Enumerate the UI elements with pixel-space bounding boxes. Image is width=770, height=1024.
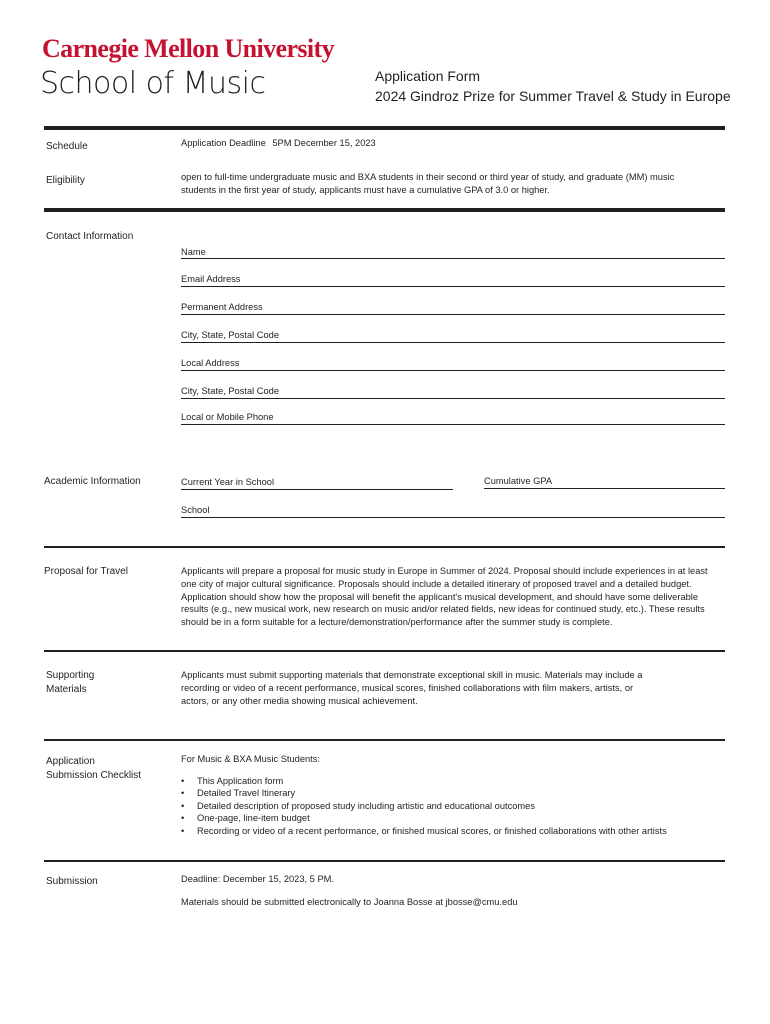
local-city-field[interactable]: City, State, Postal Code [181, 386, 280, 396]
supporting-text: Applicants must submit supporting materials that demonstrate exceptional skill in music. Materials may include a recording or video of a recent performance, musical scores, finished collaborations with film makers, artists, or actors, or any other media showing musical achievement. [181, 670, 643, 706]
academic-label: Academic Information [44, 476, 141, 487]
current-year-field[interactable]: Current Year in School [181, 477, 275, 487]
checklist-label-line2: Submission Checklist [46, 770, 142, 781]
checklist-heading: For Music & BXA Music Students: [181, 754, 320, 764]
email-field[interactable]: Email Address [181, 274, 241, 284]
gpa-field[interactable]: Cumulative GPA [484, 476, 553, 486]
name-line [181, 258, 725, 259]
phone-field[interactable]: Local or Mobile Phone [181, 412, 274, 422]
schedule-deadline [181, 138, 376, 148]
supporting-label [46, 669, 94, 697]
section-divider [44, 546, 725, 548]
school-line [181, 517, 725, 518]
permanent-city-field[interactable]: City, State, Postal Code [181, 330, 280, 340]
form-title: Application Form [375, 68, 481, 84]
checklist-item: • Detailed Travel Itinerary [181, 787, 667, 799]
checklist-list [181, 775, 667, 837]
university-logo: Carnegie Mellon University [42, 34, 335, 63]
supporting-label-line2: Materials [46, 684, 87, 695]
checklist-label [46, 755, 141, 783]
proposal-label: Proposal for Travel [44, 566, 128, 577]
school-name: School of Music [40, 66, 266, 101]
gpa-line [484, 488, 725, 489]
submission-instructions: Materials should be submitted electronically to Joanna Bosse at jbosse@cmu.edu [181, 897, 518, 907]
schedule-label: Schedule [46, 141, 88, 152]
submission-label: Submission [46, 876, 98, 887]
checklist-item: • This Application form [181, 775, 667, 787]
school-field[interactable]: School [181, 505, 210, 515]
current-year-line [181, 489, 453, 490]
section-divider [44, 860, 725, 862]
section-divider [44, 739, 725, 741]
section-divider [44, 650, 725, 652]
checklist-item: • One-page, line-item budget [181, 812, 667, 824]
checklist-item: • Detailed description of proposed study including artistic and educational outcomes [181, 800, 667, 812]
form-subtitle: 2024 Gindroz Prize for Summer Travel & Study in Europe [375, 88, 731, 104]
proposal-text: Applicants will prepare a proposal for music study in Europe in Summer of 2024. Proposal should include experiences in at least one city of major cultural significance. Proposals should include a detailed itinerary of proposed travel and a detailed budget. Application should show how the proposal will benefit the applicant's musical development, and should have some deliverable results (e.g., new musical work, new research on music and/or related fields, new ideas for continued study, etc.). These results should be in a form suitable for a lecture/demonstration/performance after the summer study is complete. [181, 566, 708, 628]
deadline-label: Application Deadline [181, 138, 266, 148]
local-address-field[interactable]: Local Address [181, 358, 240, 368]
eligibility-label: Eligibility [46, 175, 85, 186]
permanent-address-line [181, 314, 725, 315]
section-divider [44, 208, 725, 212]
contact-label: Contact Information [46, 231, 134, 242]
permanent-address-field[interactable]: Permanent Address [181, 302, 263, 312]
local-address-line [181, 370, 725, 371]
submission-deadline: Deadline: December 15, 2023, 5 PM. [181, 874, 334, 884]
eligibility-text: open to full-time undergraduate music and BXA students in their second or third year of study, and graduate (MM) music students in the first year of study, applicants must have a cumulative GPA of 3.0 or higher. [181, 172, 675, 195]
local-city-line [181, 398, 725, 399]
supporting-label-line1: Supporting [46, 670, 95, 681]
permanent-city-line [181, 342, 725, 343]
header-divider [44, 126, 725, 130]
name-field[interactable]: Name [181, 247, 206, 257]
checklist-item: • Recording or video of a recent performance, or finished musical scores, or finished collaborations with other artists [181, 825, 667, 837]
checklist-label-line1: Application [46, 756, 95, 767]
phone-line [181, 424, 725, 425]
email-line [181, 286, 725, 287]
deadline-value: 5PM December 15, 2023 [272, 138, 376, 148]
